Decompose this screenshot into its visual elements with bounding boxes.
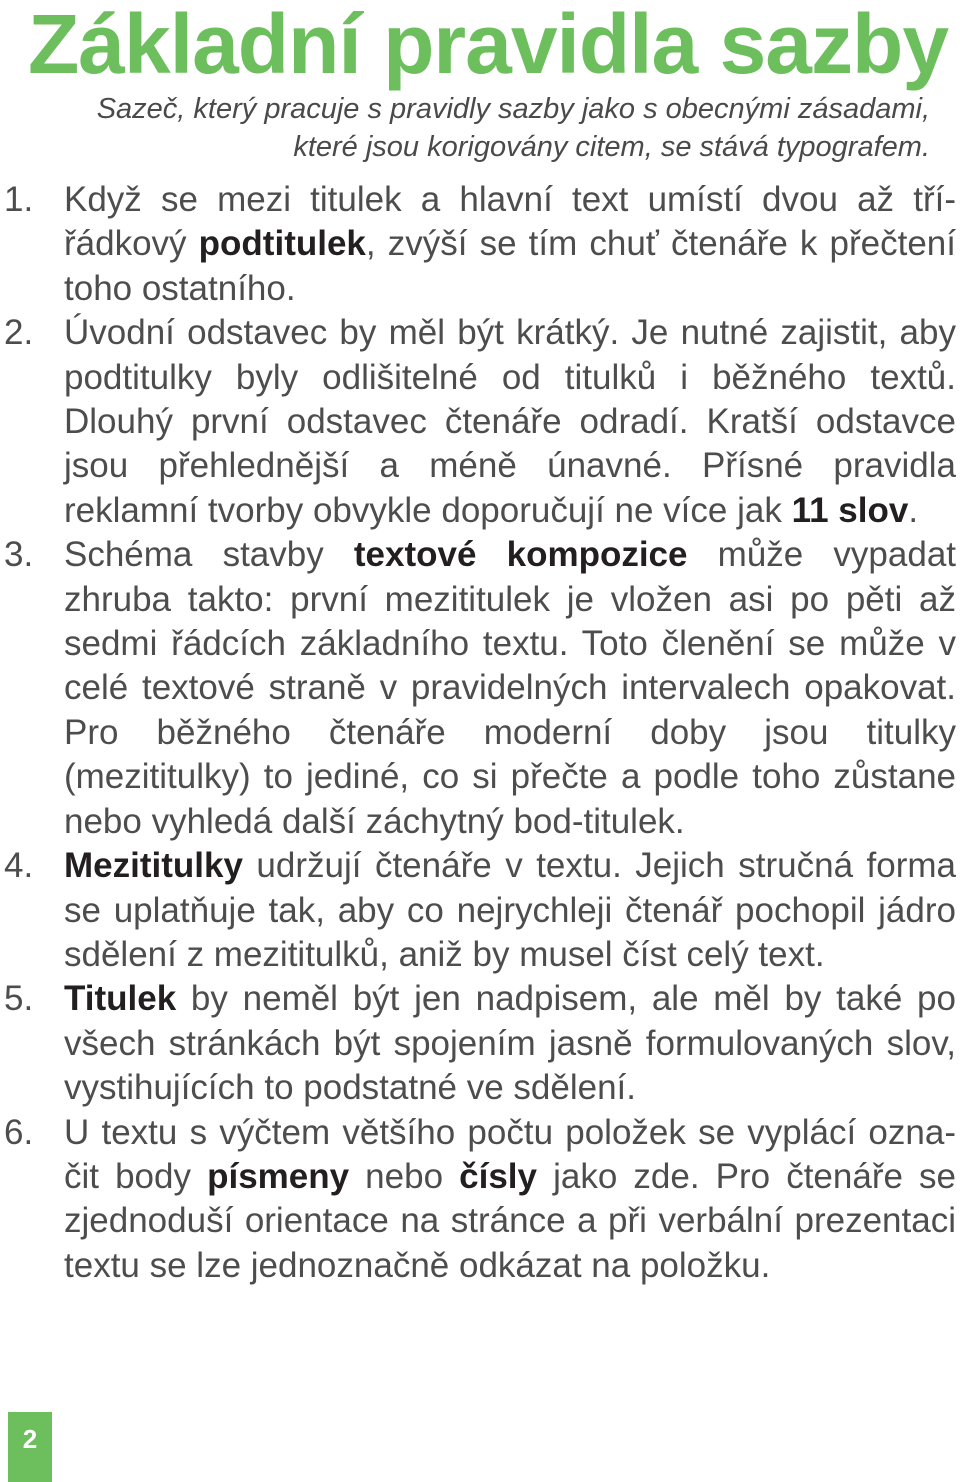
rule-text-span: , zvýší se tím chuť čtenáře k přečtení toho ostatního. [64, 224, 956, 308]
subtitle-line: Sazeč, který pracuje s pravidly sazby jako s obecnými zásadami, [96, 93, 930, 125]
rule-text-span: Když se mezi titulek a hlavní text umístí dvou až třířádkový [64, 180, 956, 264]
page-number-badge: 2 [8, 1412, 52, 1482]
rule-text-span: nebo [349, 1156, 460, 1196]
rule-text-span: může vypadat zhruba takto: první mezititulek je vložen asi po pěti až sedmi řádcích základního textu. Toto členění se může v celé textové straně v pravidelných intervalech opakovat. Pro běžného čtenáře moderní doby jsou titulky (mezititulky) to jediné, co si přečte a podle toho zůstane nebo vyhledá další záchytný bod-titulek. [64, 535, 957, 841]
rule-text [64, 178, 956, 311]
rule-emphasis: čísly [459, 1156, 537, 1196]
rule-number: 2. [4, 313, 34, 353]
rule-number: 3. [4, 535, 34, 575]
rule-item [0, 1111, 960, 1289]
rule-number: 1. [4, 180, 34, 219]
rule-item [0, 533, 960, 844]
rule-item [0, 178, 960, 311]
rule-text-span: . [908, 490, 919, 530]
rule-text [64, 533, 956, 844]
rule-emphasis: 11 slov [791, 490, 909, 530]
rule-text-span: by neměl být jen nadpisem, ale měl by také po všech stránkách být spojením jasně formulovaných slov, vystihujících to podstatné ve sdělení. [64, 979, 956, 1108]
rule-number: 5. [4, 979, 34, 1019]
rule-number: 4. [4, 846, 34, 886]
rule-emphasis: podtitulek [198, 224, 366, 264]
rule-text-span: Schéma stavby [64, 535, 354, 575]
rule-emphasis: Mezititulky [64, 846, 243, 886]
rule-text-span: U textu s výčtem většího počtu položek se vyplácí označit body [64, 1112, 956, 1196]
rule-text [64, 311, 956, 533]
rule-emphasis: textové kompozice [353, 535, 688, 575]
rule-text-span: jako zde. Pro čtenáře se zjednoduší orientace na stránce a při verbální prezentaci textu se lze jednoznačně odkázat na položku. [64, 1156, 956, 1285]
rules-list [0, 178, 960, 1288]
rule-text [64, 977, 956, 1110]
rule-item [0, 844, 960, 977]
rule-text [64, 1111, 956, 1289]
rule-number: 6. [4, 1112, 34, 1152]
rule-text [64, 844, 956, 977]
subtitle [30, 90, 930, 166]
rule-emphasis: Titulek [64, 979, 177, 1019]
rule-item [0, 311, 960, 533]
rule-emphasis: písmeny [207, 1156, 350, 1196]
page-title: Základní pravidla sazby [28, 0, 949, 91]
subtitle-line: které jsou korigovány citem, se stává typografem. [293, 131, 930, 163]
rule-text-span: udržují čtenáře v textu. Jejich stručná forma se uplatňuje tak, aby co nejrychleji čtenář pochopil jádro sdělení z mezititulků, aniž by musel číst celý text. [64, 846, 956, 974]
rule-item [0, 977, 960, 1110]
rule-text-span: Úvodní odstavec by měl být krátký. Je nutné zajistit, aby podtitulky byly odlišitelné od titulků i běžného textů. Dlouhý první odstavec čtenáře odradí. Kratší odstavce jsou přehlednější a méně únavné. Přísné pravidla reklamní tvorby obvykle doporučují ne více jak [64, 313, 956, 530]
